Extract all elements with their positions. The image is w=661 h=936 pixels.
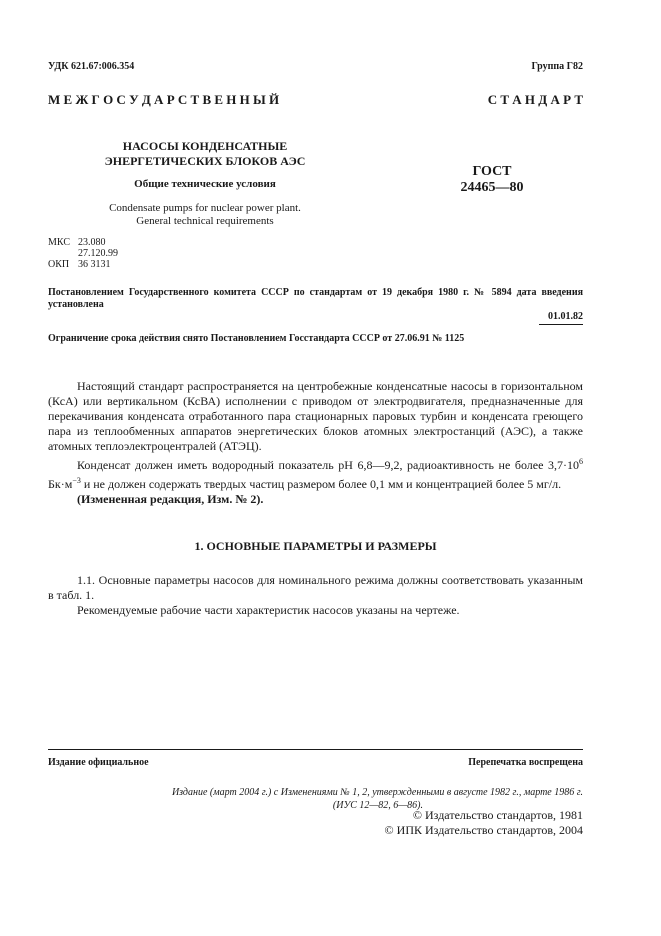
banner-word-interstate: М Е Ж Г О С У Д А Р С Т В Е Н Н Ы Й xyxy=(48,92,280,107)
copyright-block xyxy=(385,808,583,838)
code-value: 36 3131 xyxy=(78,259,111,270)
section-paragraph-1: 1.1. Основные параметры насосов для номинального режима должны соответствовать указанным в табл. 1. xyxy=(48,573,583,602)
section-heading: 1. ОСНОВНЫЕ ПАРАМЕТРЫ И РАЗМЕРЫ xyxy=(194,539,437,553)
p2-superscript-1: 6 xyxy=(579,457,583,466)
code-row xyxy=(48,237,118,248)
p2-superscript-2: −3 xyxy=(72,476,81,485)
code-label: ОКП xyxy=(48,259,70,270)
effective-date: 01.01.82 xyxy=(548,311,583,322)
pub-line-2: (ИУС 12—82, 6—86). xyxy=(332,800,423,811)
banner-word-standard: С Т А Н Д А Р Т xyxy=(487,92,583,107)
copyright-2004: © ИПК Издательство стандартов, 2004 xyxy=(384,823,583,837)
pub-line-1: Издание (март 2004 г.) с Изменениями № 1, 2, утвержденными в августе 1982 г., марте 1986 г. xyxy=(171,787,583,798)
english-title-1: Condensate pumps for nuclear power plant. xyxy=(109,202,301,214)
reprint-prohibited: Перепечатка воспрещена xyxy=(468,757,583,768)
udk-code: УДК 621.67:006.354 xyxy=(48,61,135,72)
footer-divider xyxy=(48,749,583,750)
gost-label: ГОСТ xyxy=(472,164,512,179)
code-row xyxy=(48,259,118,270)
section-paragraph-2: Рекомендуемые рабочие части характеристик насосов указаны на чертеже. xyxy=(77,603,460,617)
p2-text-b: Бк·м xyxy=(48,477,73,491)
group-code: Группа Г82 xyxy=(531,61,583,72)
copyright-1981: © Издательство стандартов, 1981 xyxy=(412,808,583,822)
gost-designation xyxy=(452,164,532,196)
code-label: МКС xyxy=(48,237,70,248)
p2-text-a: Конденсат должен иметь водородный показатель рН 6,8—9,2, радиоактивность не более 3,7·10 xyxy=(77,458,579,472)
intro-paragraph-2 xyxy=(48,454,583,492)
subtitle: Общие технические условия xyxy=(134,178,276,190)
decree-text: Постановлением Государственного комитета СССР по стандартам от 19 декабря 1980 г. № 5894 дата введения установлена xyxy=(48,287,583,310)
intro-body xyxy=(48,379,583,507)
p2-text-c: и не должен содержать твердых частиц размером более 0,1 мм и концентрацией более 5 мг/л. xyxy=(80,477,562,491)
code-value: 27.120.99 xyxy=(78,248,118,259)
title-block xyxy=(96,139,314,228)
official-edition: Издание официальное xyxy=(48,757,149,768)
limitation-text: Ограничение срока действия снято Постановлением Госстандарта СССР от 27.06.91 № 1125 xyxy=(48,333,465,344)
classification-codes xyxy=(48,237,118,270)
amendment-note: (Измененная редакция, Изм. № 2). xyxy=(77,492,264,506)
standard-banner xyxy=(48,92,583,108)
intro-paragraph-1: Настоящий стандарт распространяется на центробежные конденсатные насосы в горизонтальном (КсА) или вертикальном (КсВА) исполнении с приводом от электродвигателя, предназначенные для перекачивания конденсата отработанного пара стационарных паровых турбин и конденсата греющего пара из теплообменных аппаратов энергетических блоков атомных электростанций (АЭС), а также атомных теплоэлектроцентралей (АТЭЦ). xyxy=(48,379,583,453)
code-value: 23.080 xyxy=(78,237,106,248)
title-line-2: ЭНЕРГЕТИЧЕСКИХ БЛОКОВ АЭС xyxy=(104,154,306,168)
code-row xyxy=(48,248,118,259)
title-line-1: НАСОСЫ КОНДЕНСАТНЫЕ xyxy=(122,139,288,153)
gost-number: 24465—80 xyxy=(460,180,524,195)
english-title-2: General technical requirements xyxy=(136,215,274,227)
date-underline xyxy=(539,324,583,325)
code-label xyxy=(48,248,78,259)
section-body xyxy=(48,573,583,618)
